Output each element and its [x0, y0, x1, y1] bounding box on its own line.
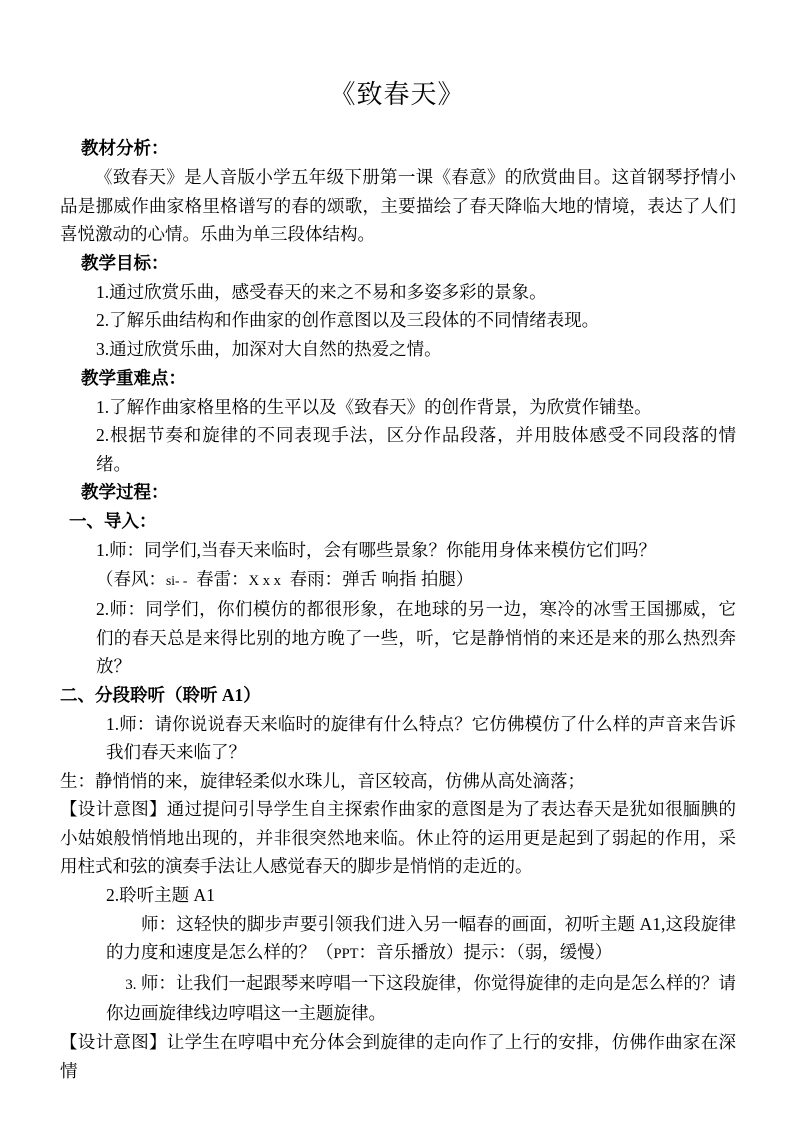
wind-rhythm-symbol: si- -: [166, 572, 188, 588]
item-2-body-post: 这段旋律的力度和速度是怎么样的？（: [106, 913, 737, 963]
theme-code-a1: A1: [193, 885, 215, 906]
item-3-number: 3.: [125, 976, 137, 993]
paragraph-material-analysis: 《致春天》是人音版小学五年级下册第一课《春意》的欣赏曲目。这首钢琴抒情小品是挪威作曲家格里格谱写的春的颂歌，主要描绘了春天降临大地的情境，表达了人们喜悦激动的心情。乐曲为单三段体结构。: [60, 167, 736, 245]
page-title: 《致春天》: [329, 80, 465, 109]
ppt-label: PPT: [333, 946, 359, 963]
heading-teaching-process: 教学过程：: [81, 482, 169, 503]
note-open-paren: （春风：: [96, 568, 166, 589]
part-two-item-2-body: [60, 910, 736, 969]
objective-item: 2.了解乐曲结构和作曲家的创作意图以及三段体的不同情绪表现。: [96, 310, 600, 331]
key-difficulty-item: 1.了解作曲家格里格的生平以及《致春天》的创作背景，为欣赏作铺垫。: [96, 396, 652, 417]
part-two-heading-tail: ）: [243, 684, 261, 705]
part-one-item-1: 1.师：同学们,当春天来临时，会有哪些景象？你能用身体来模仿它们吗？: [96, 539, 656, 560]
part-two-student-response: 生：静悄悄的来，旋律轻柔似水珠儿，音区较高，仿佛从高处滴落；: [60, 770, 585, 791]
part-one-item-1-note: [60, 565, 736, 596]
item-2-body-pre: 师：这轻快的脚步声要引领我们进入另一幅春的画面，初听主题: [141, 913, 640, 934]
part-two-item-3: [60, 969, 736, 1028]
part-one-item-2: 2.师：同学们，你们模仿的都很形象，在地球的另一边，寒冷的冰雪王国挪威，它们的春天总是来得比别的地方晚了一些，听，它是静悄悄的来还是来的那么热烈奔放？: [96, 599, 736, 677]
part-two-item-2-heading: [60, 881, 736, 910]
design-intent-paragraph-2: [60, 1028, 736, 1085]
design-intent-label: 【设计意图】: [60, 799, 167, 820]
heading-key-difficulties: 教学重难点：: [81, 367, 186, 388]
thunder-rhythm-symbol: X x x: [248, 572, 281, 589]
theme-code-a1-inline: A1,: [639, 913, 666, 934]
heading-material-analysis: 教材分析：: [81, 138, 169, 158]
design-intent-text: 通过提问引导学生自主探索作曲家的意图是为了表达春天是犹如很腼腆的小姑娘般悄悄地出现的，并非很突然地来临。休止符的运用更是起到了弱起的作用，采用柱式和弦的演奏手法让人感觉春天的脚步是悄悄的走近的。: [60, 799, 737, 877]
item-2-prefix: 2.聆听主题: [106, 885, 194, 906]
design-intent-text: 让学生在哼唱中充分体会到旋律的走向作了上行的安排，仿佛作曲家在深情: [60, 1032, 737, 1081]
theme-code-a1: A1: [221, 684, 244, 705]
heading-part-one-intro: 一、导入：: [69, 511, 157, 532]
document-body: [0, 134, 794, 1085]
rain-label: 春雨：: [289, 568, 343, 589]
objective-item: 3.通过欣赏乐曲，加深对大自然的热爱之情。: [96, 338, 442, 359]
key-difficulty-item: 2.根据节奏和旋律的不同表现手法，区分作品段落，并用肢体感受不同段落的情绪。: [96, 425, 736, 474]
heading-part-two-segmented-listening: [60, 681, 736, 710]
heading-teaching-objectives: 教学目标：: [81, 252, 169, 273]
objective-item: 1.通过欣赏乐曲，感受春天的来之不易和多姿多彩的景象。: [96, 281, 547, 302]
part-two-heading-text: 二、分段聆听（聆听: [60, 684, 222, 705]
item-2-body-post2: ：音乐播放）提示：（弱，缓慢）: [358, 942, 613, 963]
design-intent-label: 【设计意图】: [60, 1032, 167, 1053]
part-two-item-1: 1.师：请你说说春天来临时的旋律有什么特点？它仿佛模仿了什么样的声音来告诉我们春天来临了？: [106, 713, 736, 763]
thunder-label: 春雷：: [196, 568, 249, 589]
item-3-text: 师：让我们一起跟琴来哼唱一下这段旋律，你觉得旋律的走向是怎么样的？请你边画旋律线边哼唱这一主题旋律。: [106, 972, 737, 1024]
note-close-paren: ）: [455, 568, 474, 589]
rain-actions: 弹舌 响指 拍腿: [342, 568, 456, 589]
design-intent-paragraph-1: [60, 795, 736, 881]
